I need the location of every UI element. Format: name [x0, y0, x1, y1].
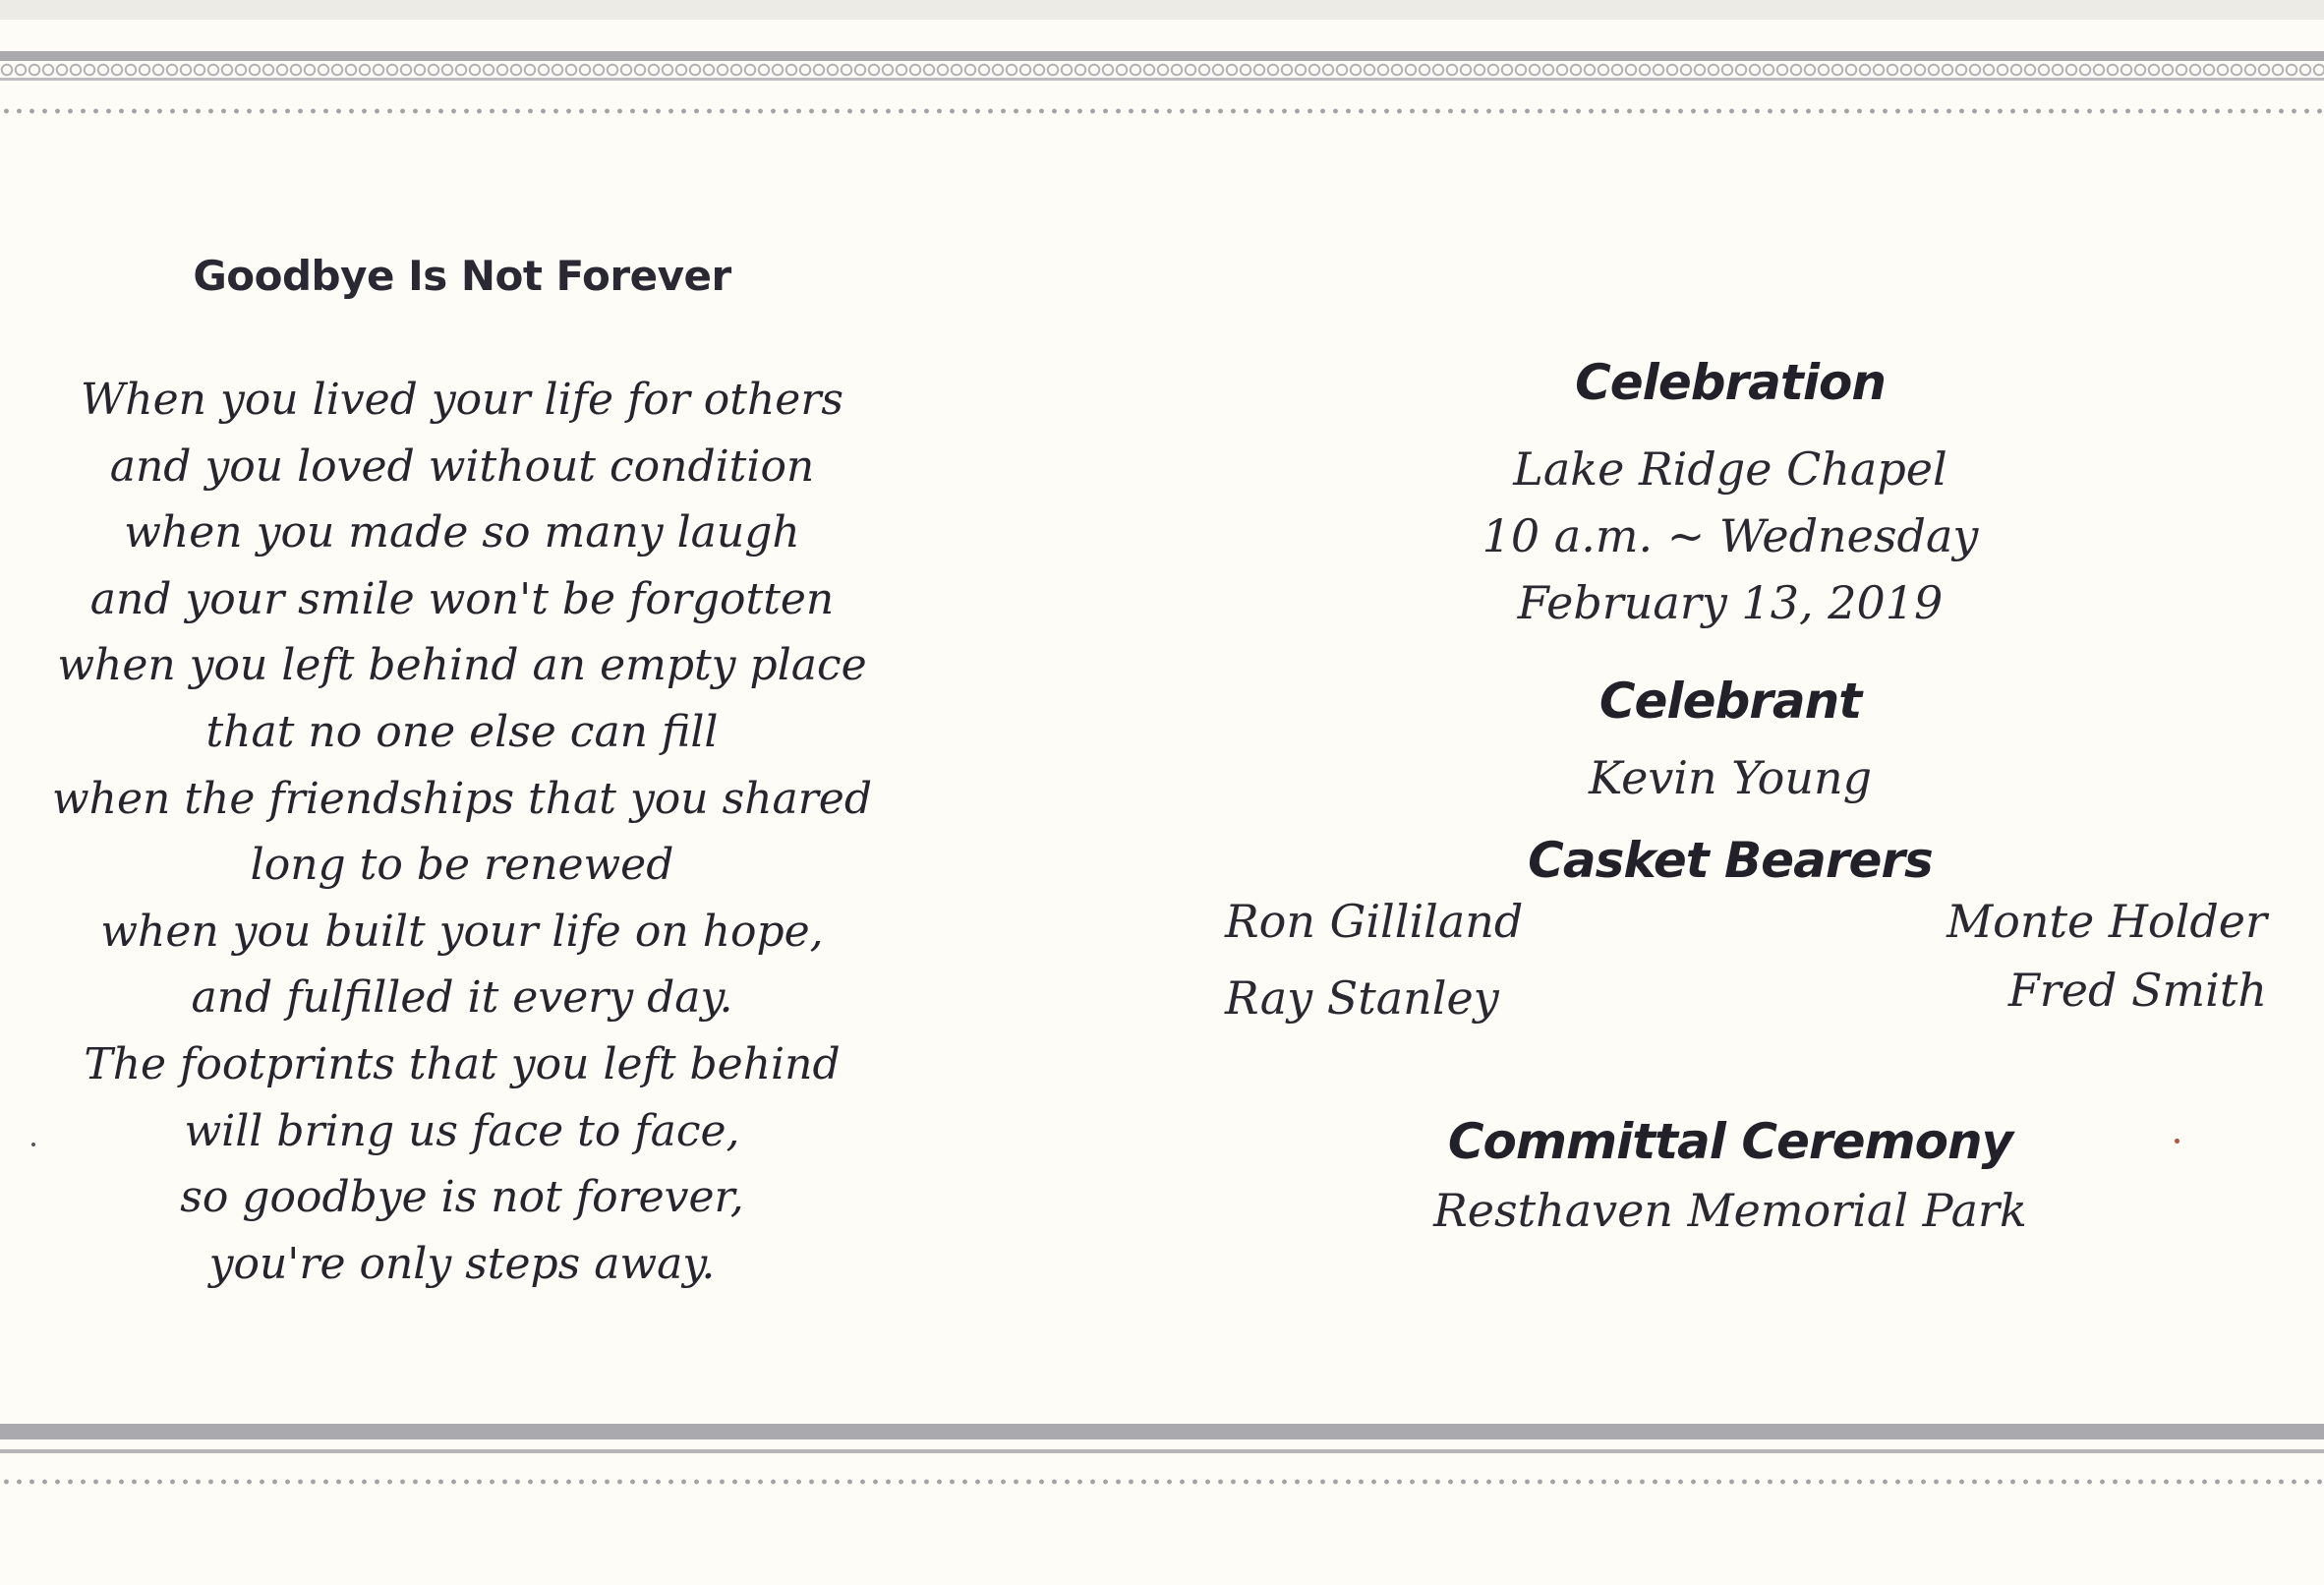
poem-line: when you made so many laugh [124, 507, 800, 558]
celebration-place: Lake Ridge Chapel [1513, 442, 1947, 496]
poem-line: when you left behind an empty place [57, 640, 867, 691]
poem-title: Goodbye Is Not Forever [193, 252, 731, 300]
bearer-name: Ray Stanley [1225, 971, 1499, 1025]
border-line [0, 1449, 2324, 1453]
poem-line: when you built your life on hope, [100, 906, 824, 957]
poem-lines [0, 367, 924, 1297]
border-dots [0, 1479, 2324, 1485]
poem-line: when the friendships that you shared [51, 773, 873, 824]
bearer-name: Fred Smith [2007, 964, 2267, 1017]
poem-line: and you loved without condition [109, 440, 815, 492]
celebration-time: 10 a.m. ~ Wednesday [1482, 509, 1979, 562]
border-line [0, 1424, 2324, 1439]
top-decorative-border [0, 51, 2324, 120]
border-line [0, 78, 2324, 81]
celebration-heading: Celebration [1575, 354, 1886, 411]
scan-edge [0, 0, 2324, 20]
border-line [0, 51, 2324, 61]
border-dots [0, 108, 2324, 114]
poem [0, 252, 924, 1297]
poem-line: and fulfilled it every day. [191, 972, 733, 1024]
casket-bearers-heading: Casket Bearers [1528, 832, 1933, 889]
celebrant-name: Kevin Young [1588, 751, 1873, 804]
bottom-decorative-border [0, 1424, 2324, 1493]
poem-line: The footprints that you left behind [84, 1038, 841, 1089]
border-chain [0, 63, 2324, 77]
poem-line: will bring us face to face, [184, 1105, 740, 1156]
celebrant-heading: Celebrant [1598, 673, 1862, 730]
poem-line: When you lived your life for others [81, 375, 843, 425]
scan-speck [2175, 1139, 2179, 1144]
poem-line: long to be renewed [250, 840, 674, 891]
scan-speck [31, 1143, 35, 1146]
bearer-name: Monte Holder [1946, 895, 2267, 948]
poem-line: so goodbye is not forever, [180, 1172, 744, 1223]
committal-heading: Committal Ceremony [1447, 1113, 2013, 1170]
poem-line: you're only steps away. [208, 1238, 716, 1289]
poem-line: and your smile won't be forgotten [89, 573, 835, 624]
celebration-date: February 13, 2019 [1517, 576, 1944, 629]
bearer-name: Ron Gilliland [1225, 895, 1524, 948]
poem-line: that no one else can fill [205, 706, 719, 757]
committal-place: Resthaven Memorial Park [1433, 1184, 2027, 1237]
